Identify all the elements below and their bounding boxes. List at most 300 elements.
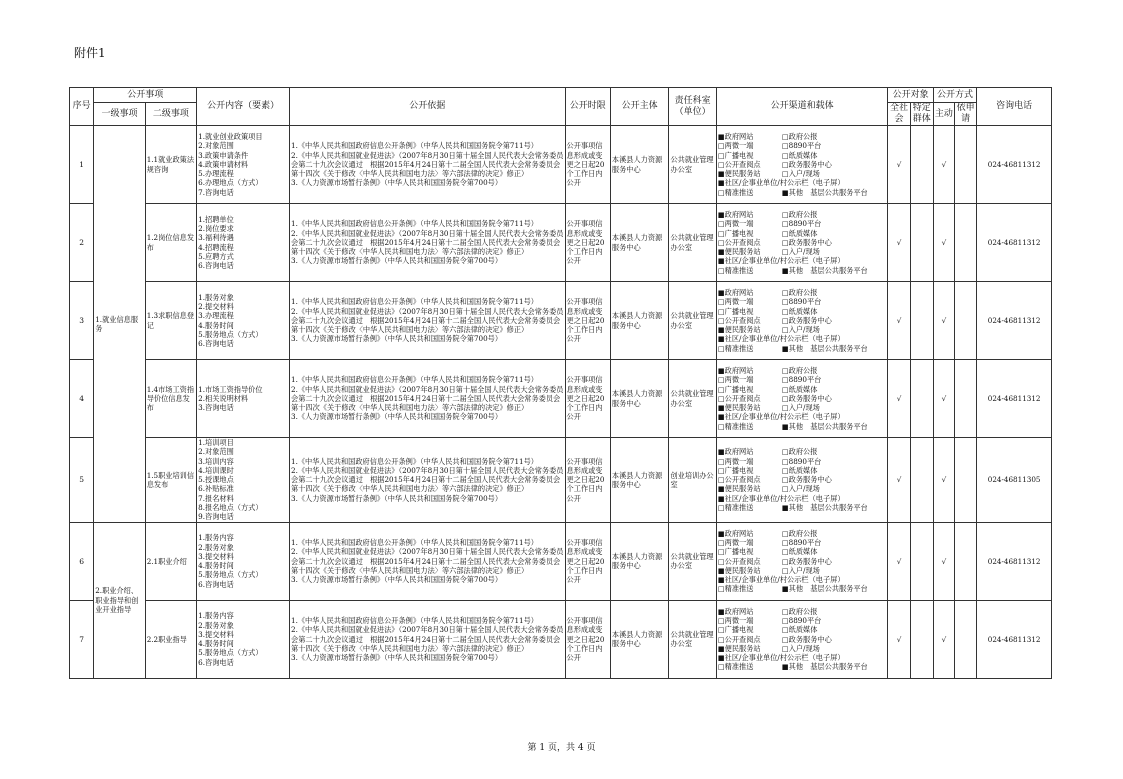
channel-line: [718, 229, 887, 238]
channel-option: ■社区/企事业单位/村公示栏（电子屏）: [717, 412, 845, 422]
mode-request-mark: [955, 360, 977, 438]
basis-line: 3.《人力资源市场暂行条例》（中华人民共和国国务院令第700号）: [291, 493, 503, 503]
channel-line: [718, 484, 887, 493]
content-line: 1.服务对象: [198, 292, 234, 302]
channels-list: [716, 204, 888, 282]
channel-option: □广播电视: [717, 547, 754, 557]
channels-list: [716, 438, 888, 523]
channel-line: [718, 412, 887, 421]
content-line: 2.对象范围: [198, 141, 234, 151]
channel-option: □纸质媒体: [781, 547, 818, 557]
public-subject: 本溪县人力资源服务中心: [610, 282, 669, 360]
channel-option: ■便民服务站: [717, 643, 761, 653]
phone-number: 024-46811312: [977, 126, 1052, 204]
channel-line: [718, 219, 887, 228]
content-line: 6.咨询电话: [198, 261, 234, 271]
channel-line: [718, 503, 887, 512]
channel-option: □入户/现场: [781, 643, 820, 653]
channel-option: □8890平台: [781, 219, 822, 229]
basis-line: 1.《中华人民共和国政府信息公开条例》（中华人民共和国国务院令第711号）: [291, 456, 538, 466]
content-line: 5.办理流程: [198, 169, 234, 179]
channel-option: ■政府网站: [717, 209, 754, 219]
content-line: 2.提交材料: [198, 301, 234, 311]
content-line: 2.相关说明材料: [198, 393, 249, 403]
mode-request-mark: [955, 600, 977, 678]
channel-line: [718, 635, 887, 644]
channel-option: □8890平台: [781, 537, 822, 547]
table-row: [70, 600, 1052, 678]
channel-line: [718, 132, 887, 141]
row-seq: 1: [70, 126, 94, 204]
time-limit: 公开事项信息形成或变更之日起20个工作日内公开: [565, 600, 610, 678]
content-line: 6.咨询电话: [198, 657, 234, 667]
channel-option: □精准推送: [717, 662, 754, 672]
content-line: 8.报名地点（方式）: [198, 503, 263, 513]
content-line: 5.授课地点: [198, 475, 234, 485]
target-specific-mark: [910, 522, 933, 600]
channel-option: □政府公报: [781, 209, 818, 219]
channel-option: □政务服务中心: [781, 159, 832, 169]
channel-option: □两微一端: [717, 297, 754, 307]
channel-option: □入户/现场: [781, 565, 820, 575]
channel-line: [718, 266, 887, 275]
channel-line: [718, 325, 887, 334]
channel-line: [718, 141, 887, 150]
attachment-label: 附件1: [74, 46, 106, 60]
page-footer: 第 1 页，共 4 页: [527, 743, 596, 753]
table-row: [70, 522, 1052, 600]
header-public-matter: 公开事项: [94, 88, 197, 103]
channel-line: [718, 297, 887, 306]
public-subject: 本溪县人力资源服务中心: [610, 600, 669, 678]
channel-option: ■社区/企事业单位/村公示栏（电子屏）: [717, 256, 845, 266]
mode-request-mark: [955, 438, 977, 523]
level2-item: 1.5职业培训信息发布: [145, 438, 196, 523]
mode-request-mark: [955, 204, 977, 282]
content-line: 4.服务时间: [198, 320, 234, 330]
table-body: [70, 126, 1052, 679]
channel-line: [718, 169, 887, 178]
channel-option: □纸质媒体: [781, 465, 818, 475]
channel-line: [718, 403, 887, 412]
target-all-mark: √: [888, 126, 910, 204]
basis-text: [290, 126, 566, 204]
header-level2: 二级事项: [145, 103, 196, 126]
channel-option: □精准推送: [717, 343, 754, 353]
content-line: 6.咨询电话: [198, 339, 234, 349]
content-line: 1.服务内容: [198, 533, 234, 543]
table-row: [70, 282, 1052, 360]
mode-active-mark: √: [933, 600, 954, 678]
responsible-dept: 公共就业管理办公室: [669, 522, 716, 600]
content-line: 2.服务对象: [198, 620, 234, 630]
disclosure-table: [69, 87, 1052, 679]
phone-number: 024-46811312: [977, 204, 1052, 282]
target-specific-mark: [910, 282, 933, 360]
phone-number: 024-46811312: [977, 282, 1052, 360]
content-line: 4.服务时间: [198, 639, 234, 649]
content-list: [197, 600, 290, 678]
content-line: 2.岗位要求: [198, 223, 234, 233]
channel-line: [718, 644, 887, 653]
header-time-limit: 公开时限: [565, 88, 610, 126]
channel-option: □纸质媒体: [781, 384, 818, 394]
channel-option: □入户/现场: [781, 484, 820, 494]
channel-line: [718, 178, 887, 187]
channel-option: □两微一端: [717, 375, 754, 385]
header-mode-request: 依申请: [955, 103, 977, 126]
responsible-dept: 公共就业管理办公室: [669, 360, 716, 438]
channel-option: □精准推送: [717, 584, 754, 594]
channel-option: ■便民服务站: [717, 325, 761, 335]
channel-option: □8890平台: [781, 615, 822, 625]
target-all-mark: √: [888, 522, 910, 600]
mode-request-mark: [955, 282, 977, 360]
phone-number: 024-46811305: [977, 438, 1052, 523]
content-list: [197, 126, 290, 204]
basis-text: [290, 600, 566, 678]
content-list: [197, 282, 290, 360]
row-seq: 4: [70, 360, 94, 438]
target-all-mark: √: [888, 438, 910, 523]
content-line: 7.报名材料: [198, 493, 234, 503]
table-header: [70, 88, 1052, 126]
channel-line: [718, 475, 887, 484]
channel-option: □两微一端: [717, 141, 754, 151]
channel-line: [718, 662, 887, 671]
basis-line: 3.《人力资源市场暂行条例》（中华人民共和国国务院令第700号）: [291, 653, 503, 663]
basis-line: 2.《中华人民共和国就业促进法》（2007年8月30日第十届全国人民代表大会常务委员会第二十九次会议通过 根据2015年4月24日第十二届全国人民代表大会常务委员会第十四次《关于修改〈中华人民共和国电力法〉等六部法律的决定》修正）: [291, 228, 564, 257]
basis-line: 2.《中华人民共和国就业促进法》（2007年8月30日第十届全国人民代表大会常务委员会第二十九次会议通过 根据2015年4月24日第十二届全国人民代表大会常务委员会第十四次《关于修改〈中华人民共和国电力法〉等六部法律的决定》修正）: [291, 306, 564, 335]
channel-option: □精准推送: [717, 421, 754, 431]
channel-line: [718, 575, 887, 584]
basis-line: 3.《人力资源市场暂行条例》（中华人民共和国国务院令第700号）: [291, 178, 503, 188]
basis-line: 3.《人力资源市场暂行条例》（中华人民共和国国务院令第700号）: [291, 256, 503, 266]
channel-option: □政府公报: [781, 606, 818, 616]
channel-option: □精准推送: [717, 503, 754, 513]
content-line: 2.对象范围: [198, 447, 234, 457]
content-line: 4.服务时间: [198, 561, 234, 571]
channel-line: [718, 584, 887, 593]
channel-option: □公开查阅点: [717, 393, 761, 403]
header-basis: 公开依据: [290, 88, 566, 126]
level1-item: 2.职业介绍、职业指导和创业开业指导: [94, 522, 145, 678]
content-line: 3.咨询电话: [198, 403, 234, 413]
channel-option: □两微一端: [717, 537, 754, 547]
channel-option: □8890平台: [781, 375, 822, 385]
responsible-dept: 公共就业管理办公室: [669, 126, 716, 204]
target-specific-mark: [910, 204, 933, 282]
channel-option: ■便民服务站: [717, 247, 761, 257]
channel-option: ■便民服务站: [717, 565, 761, 575]
target-all-mark: √: [888, 282, 910, 360]
channel-option: ■社区/企事业单位/村公示栏（电子屏）: [717, 493, 845, 503]
target-all-mark: √: [888, 600, 910, 678]
header-mode-active: 主动: [933, 103, 954, 126]
basis-line: 1.《中华人民共和国政府信息公开条例》（中华人民共和国国务院令第711号）: [291, 141, 538, 151]
channels-list: [716, 522, 888, 600]
channel-line: [718, 466, 887, 475]
channel-line: [718, 366, 887, 375]
basis-text: [290, 438, 566, 523]
level2-item: 1.1就业政策法规咨询: [145, 126, 196, 204]
basis-line: 2.《中华人民共和国就业促进法》（2007年8月30日第十届全国人民代表大会常务委员会第二十九次会议通过 根据2015年4月24日第十二届全国人民代表大会常务委员会第十四次《关于修改〈中华人民共和国电力法〉等六部法律的决定》修正）: [291, 465, 564, 494]
channel-line: [718, 247, 887, 256]
channel-option: □广播电视: [717, 384, 754, 394]
channel-line: [718, 188, 887, 197]
time-limit: 公开事项信息形成或变更之日起20个工作日内公开: [565, 522, 610, 600]
basis-line: 1.《中华人民共和国政府信息公开条例》（中华人民共和国国务院令第711号）: [291, 219, 538, 229]
channel-option: □政务服务中心: [781, 634, 832, 644]
content-line: 3.提交材料: [198, 551, 234, 561]
channel-line: [718, 557, 887, 566]
level2-item: 1.2岗位信息发布: [145, 204, 196, 282]
channel-option: □入户/现场: [781, 403, 820, 413]
responsible-dept: 公共就业管理办公室: [669, 204, 716, 282]
channel-line: [718, 566, 887, 575]
channels-list: [716, 282, 888, 360]
channel-option: ■政府网站: [717, 447, 754, 457]
channel-option: □广播电视: [717, 625, 754, 635]
phone-number: 024-46811312: [977, 522, 1052, 600]
content-line: 5.服务地点（方式）: [198, 570, 263, 580]
channel-option: □公开查阅点: [717, 159, 761, 169]
channel-line: [718, 422, 887, 431]
channel-line: [718, 547, 887, 556]
channel-option: □政府公报: [781, 365, 818, 375]
content-line: 3.提交材料: [198, 629, 234, 639]
channel-line: [718, 457, 887, 466]
channel-option: □两微一端: [717, 456, 754, 466]
channel-option: □纸质媒体: [781, 625, 818, 635]
target-specific-mark: [910, 600, 933, 678]
channel-option: □公开查阅点: [717, 556, 761, 566]
channel-option: ■其他 基层公共服务平台: [781, 343, 868, 353]
level2-item: 2.1职业介绍: [145, 522, 196, 600]
channel-line: [718, 334, 887, 343]
channel-option: □政务服务中心: [781, 393, 832, 403]
channel-line: [718, 307, 887, 316]
level2-item: 2.2职业指导: [145, 600, 196, 678]
header-level1: 一级事项: [94, 103, 145, 126]
header-channels: 公开渠道和载体: [716, 88, 888, 126]
content-list: [197, 438, 290, 523]
content-line: 1.招聘单位: [198, 214, 234, 224]
target-specific-mark: [910, 360, 933, 438]
basis-line: 3.《人力资源市场暂行条例》（中华人民共和国国务院令第700号）: [291, 412, 503, 422]
responsible-dept: 公共就业管理办公室: [669, 282, 716, 360]
channel-option: □公开查阅点: [717, 475, 761, 485]
content-line: 1.培训项目: [198, 438, 234, 447]
content-line: 3.办理流程: [198, 311, 234, 321]
table-row: [70, 438, 1052, 523]
header-seq: 序号: [70, 88, 94, 126]
channel-option: ■政府网站: [717, 528, 754, 538]
channel-option: □入户/现场: [781, 247, 820, 257]
channel-option: ■便民服务站: [717, 169, 761, 179]
row-seq: 5: [70, 438, 94, 523]
table-row: [70, 204, 1052, 282]
mode-active-mark: √: [933, 282, 954, 360]
channel-option: ■其他 基层公共服务平台: [781, 187, 868, 197]
row-seq: 3: [70, 282, 94, 360]
channel-option: ■政府网站: [717, 131, 754, 141]
table-row: [70, 126, 1052, 204]
time-limit: 公开事项信息形成或变更之日起20个工作日内公开: [565, 438, 610, 523]
channel-option: □政府公报: [781, 528, 818, 538]
channel-option: □政务服务中心: [781, 237, 832, 247]
channel-option: ■其他 基层公共服务平台: [781, 662, 868, 672]
channel-option: □政务服务中心: [781, 475, 832, 485]
channel-option: □政务服务中心: [781, 556, 832, 566]
basis-line: 2.《中华人民共和国就业促进法》（2007年8月30日第十届全国人民代表大会常务委员会第二十九次会议通过 根据2015年4月24日第十二届全国人民代表大会常务委员会第十四次《关于修改〈中华人民共和国电力法〉等六部法律的决定》修正）: [291, 625, 564, 653]
public-subject: 本溪县人力资源服务中心: [610, 204, 669, 282]
target-specific-mark: [910, 438, 933, 523]
channel-line: [718, 316, 887, 325]
channel-option: ■便民服务站: [717, 403, 761, 413]
content-line: 1.就业创业政策项目: [198, 131, 263, 141]
channel-option: □两微一端: [717, 615, 754, 625]
content-line: 5.应聘方式: [198, 251, 234, 261]
basis-text: [290, 204, 566, 282]
content-line: 7.咨询电话: [198, 187, 234, 197]
channel-option: ■社区/企事业单位/村公示栏（电子屏）: [717, 178, 845, 188]
channel-option: ■其他 基层公共服务平台: [781, 503, 868, 513]
channel-option: □政府公报: [781, 447, 818, 457]
time-limit: 公开事项信息形成或变更之日起20个工作日内公开: [565, 126, 610, 204]
channel-option: □精准推送: [717, 187, 754, 197]
channel-option: □政府公报: [781, 287, 818, 297]
public-subject: 本溪县人力资源服务中心: [610, 522, 669, 600]
header-content: 公开内容（要素）: [197, 88, 290, 126]
time-limit: 公开事项信息形成或变更之日起20个工作日内公开: [565, 282, 610, 360]
channel-option: □纸质媒体: [781, 306, 818, 316]
content-list: [197, 360, 290, 438]
mode-request-mark: [955, 522, 977, 600]
header-subject: 公开主体: [610, 88, 669, 126]
channel-option: ■社区/企事业单位/村公示栏（电子屏）: [717, 653, 845, 663]
channel-option: □精准推送: [717, 265, 754, 275]
channel-option: ■社区/企事业单位/村公示栏（电子屏）: [717, 575, 845, 585]
channel-option: □政务服务中心: [781, 315, 832, 325]
channel-option: □8890平台: [781, 456, 822, 466]
row-seq: 6: [70, 522, 94, 600]
channel-option: □公开查阅点: [717, 634, 761, 644]
public-subject: 本溪县人力资源服务中心: [610, 438, 669, 523]
content-line: 3.培训内容: [198, 456, 234, 466]
basis-text: [290, 360, 566, 438]
basis-text: [290, 282, 566, 360]
channel-line: [718, 256, 887, 265]
content-line: 6.办理地点（方式）: [198, 178, 263, 188]
basis-line: 3.《人力资源市场暂行条例》（中华人民共和国国务院令第700号）: [291, 575, 503, 585]
content-line: 1.服务内容: [198, 611, 234, 621]
channel-line: [718, 385, 887, 394]
mode-active-mark: √: [933, 204, 954, 282]
mode-active-mark: √: [933, 522, 954, 600]
content-line: 1.市场工资指导价位: [198, 384, 263, 394]
channel-option: □广播电视: [717, 228, 754, 238]
channel-line: [718, 375, 887, 384]
basis-line: 2.《中华人民共和国就业促进法》（2007年8月30日第十届全国人民代表大会常务委员会第二十九次会议通过 根据2015年4月24日第十二届全国人民代表大会常务委员会第十四次《关于修改〈中华人民共和国电力法〉等六部法律的决定》修正）: [291, 384, 564, 413]
public-subject: 本溪县人力资源服务中心: [610, 360, 669, 438]
channel-line: [718, 529, 887, 538]
header-target-all: 全社会: [888, 103, 910, 126]
channel-line: [718, 160, 887, 169]
responsible-dept: 公共就业管理办公室: [669, 600, 716, 678]
channel-option: ■其他 基层公共服务平台: [781, 421, 868, 431]
channel-line: [718, 210, 887, 219]
channel-option: □入户/现场: [781, 169, 820, 179]
channel-option: ■政府网站: [717, 365, 754, 375]
target-all-mark: √: [888, 360, 910, 438]
level2-item: 1.3求职信息登记: [145, 282, 196, 360]
basis-line: 2.《中华人民共和国就业促进法》（2007年8月30日第十届全国人民代表大会常务委员会第二十九次会议通过 根据2015年4月24日第十二届全国人民代表大会常务委员会第十四次《关于修改〈中华人民共和国电力法〉等六部法律的决定》修正）: [291, 150, 564, 179]
content-line: 4.培训课时: [198, 465, 234, 475]
content-line: 3.福利待遇: [198, 233, 234, 243]
mode-active-mark: √: [933, 360, 954, 438]
channel-option: □公开查阅点: [717, 237, 761, 247]
content-line: 3.政策申请条件: [198, 150, 249, 160]
channel-option: ■其他 基层公共服务平台: [781, 584, 868, 594]
mode-request-mark: [955, 126, 977, 204]
basis-text: [290, 522, 566, 600]
channel-option: □广播电视: [717, 465, 754, 475]
channel-line: [718, 653, 887, 662]
table-row: [70, 360, 1052, 438]
content-line: 6.咨询电话: [198, 579, 234, 589]
content-line: 4.政策申请材料: [198, 159, 249, 169]
channel-line: [718, 607, 887, 616]
channel-option: □纸质媒体: [781, 150, 818, 160]
phone-number: 024-46811312: [977, 600, 1052, 678]
channel-option: ■便民服务站: [717, 484, 761, 494]
channel-line: [718, 238, 887, 247]
responsible-dept: 创业培训办公室: [669, 438, 716, 523]
time-limit: 公开事项信息形成或变更之日起20个工作日内公开: [565, 360, 610, 438]
content-line: 4.招聘流程: [198, 242, 234, 252]
header-target: 公开对象: [888, 88, 933, 103]
channel-line: [718, 538, 887, 547]
target-specific-mark: [910, 126, 933, 204]
channel-option: □8890平台: [781, 141, 822, 151]
content-line: 5.服务地点（方式）: [198, 648, 263, 658]
channel-option: ■政府网站: [717, 287, 754, 297]
level1-item: 1.就业信息服务: [94, 126, 145, 523]
content-line: 5.服务地点（方式）: [198, 329, 263, 339]
channel-option: □纸质媒体: [781, 228, 818, 238]
channel-option: □8890平台: [781, 297, 822, 307]
basis-line: 1.《中华人民共和国政府信息公开条例》（中华人民共和国国务院令第711号）: [291, 615, 538, 625]
channel-line: [718, 344, 887, 353]
header-mode: 公开方式: [933, 88, 976, 103]
header-target-specific: 特定群体: [910, 103, 933, 126]
channel-line: [718, 288, 887, 297]
channels-list: [716, 360, 888, 438]
target-all-mark: √: [888, 204, 910, 282]
content-list: [197, 204, 290, 282]
channel-option: □广播电视: [717, 306, 754, 316]
basis-line: 3.《人力资源市场暂行条例》（中华人民共和国国务院令第700号）: [291, 334, 503, 344]
channel-line: [718, 494, 887, 503]
header-dept: 责任科室（单位）: [669, 88, 716, 126]
mode-active-mark: √: [933, 126, 954, 204]
basis-line: 1.《中华人民共和国政府信息公开条例》（中华人民共和国国务院令第711号）: [291, 375, 538, 385]
row-seq: 7: [70, 600, 94, 678]
channel-line: [718, 616, 887, 625]
content-line: 6.补贴标准: [198, 484, 234, 494]
phone-number: 024-46811312: [977, 360, 1052, 438]
